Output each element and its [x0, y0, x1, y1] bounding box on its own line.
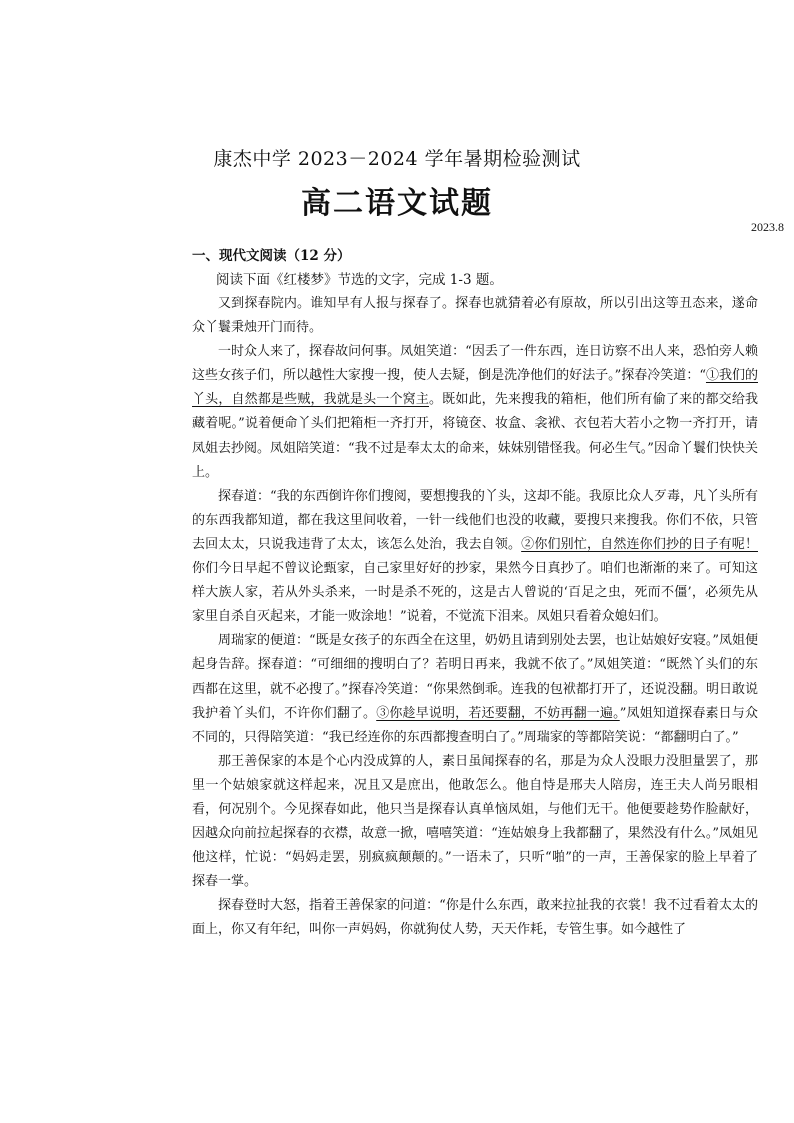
passage-paragraph-1: 又到探春院内。谁知早有人报与探春了。探春也就猜着必有原故，所以引出这等丑态来，遂命众丫鬟秉烛开门而待。 [192, 296, 758, 336]
reading-passage [192, 292, 758, 943]
passage-text: 你们今日早起不曾议论甄家，自己家里好好的抄家，果然今日真抄了。咱们也渐渐的来了。可知这样大族人家，若从外头杀来，一时是杀不死的，这是古人曾说的‘百足之虫，死而不僵’，必须先从家里自杀自灭起来，才能一败涂地！”说着，不觉流下泪来。凤姐只看着众媳妇们。 [192, 561, 758, 625]
exam-date: 2023.8 [751, 220, 784, 234]
passage-text: 探春道：“我的东西倒许你们搜阅，要想搜我的丫头，这却不能。我原比众人歹毒，凡丫头所有的东西我都知道，都在我这里间收着，一针一线他们也没的收藏，要搜只来搜我。你们不依，只管去回太太，只说我违背了太太，该怎么处治，我去自领。 [192, 488, 758, 552]
section-instructions: 阅读下面《红楼梦》节选的文字，完成 1-3 题。 [216, 272, 503, 288]
passage-text: 周瑞家的便道：“既是女孩子的东西全在这里，奶奶且请到别处去罢，也让姑娘好安寝。”凤姐便起身告辞。探春道：“可细细的搜明白了？若明日再来，我就不依了。”凤姐笑道：“既然丫头们的东西都在这里，就不必搜了。”探春冷笑道：“你果然倒乖。连我的包袱都打开了，还说没翻。明日敢说我护着丫头们，不许你们翻了。 [192, 633, 758, 721]
passage-text: 。既如此，先来搜我的箱柜，他们所有偷了来的都交给我藏着呢。”说着便命丫头们把箱柜一齐打开，将镜奁、妆盒、衾袱、衣包若大若小之物一齐打开，请凤姐去抄阅。凤姐陪笑道：“我不过是奉太太的命来，妹妹别错怪我。何必生气。”因命丫鬟们快快关上。 [192, 392, 758, 480]
school-exam-line: 康杰中学 2023－2024 学年暑期检验测试 [213, 148, 581, 170]
passage-text: 一时众人来了，探春故问何事。凤姐笑道：“因丢了一件东西，连日访察不出人来，恐怕旁人赖这些女孩子们，所以越性大家搜一搜，使人去疑，倒是洗净他们的好法子。”探春冷笑道：“ [192, 344, 758, 384]
passage-text: ”凤姐知道探春素日与众不同的，只得陪笑道：“我已经连你的东西都搜查明白了。”周瑞家的等都陪笑说：“都翻明白了。” [192, 705, 758, 745]
passage-paragraph-2 [192, 340, 758, 485]
passage-paragraph-5: 那王善保家的本是个心内没成算的人，素日虽闻探春的名，那是为众人没眼力没胆量罢了，那里一个姑娘家就这样起来，况且又是庶出，他敢怎么。他自恃是邢夫人陪房，连王夫人尚另眼相看，何况别个。今见探春如此，他只当是探春认真单恼凤姐，与他们无干。他便要趁势作脸献好，因越众向前拉起探春的衣襟，故意一掀，嘻嘻笑道：“连姑娘身上我都翻了，果然没有什么。”凤姐见他这样，忙说：“妈妈走罢，别疯疯颠颠的。”一语未了，只听“啪”的一声，王善保家的脸上早着了探春一掌。 [192, 753, 758, 890]
underlined-sentence-2: ②你们别忙，自然连你们抄的日子有呢！ [521, 536, 758, 552]
passage-paragraph-3 [192, 485, 758, 630]
underlined-sentence-1: ①我们的丫头，自然都是些贼，我就是头一个窝主 [192, 368, 758, 408]
passage-paragraph-6: 探春登时大怒，指着王善保家的问道：“你是什么东西，敢来拉扯我的衣裳！我不过看着太太的面上，你又有年纪，叫你一声妈妈，你就狗仗人势，天天作耗，专管生事。如今越性了 [192, 898, 758, 938]
section-heading: 一、现代文阅读（12 分） [192, 248, 351, 264]
passage-paragraph-4 [192, 629, 758, 749]
underlined-sentence-3: ③你趁早说明，若还要翻，不妨再翻一遍。 [376, 705, 620, 721]
page-title: 高二语文试题 [301, 186, 493, 221]
